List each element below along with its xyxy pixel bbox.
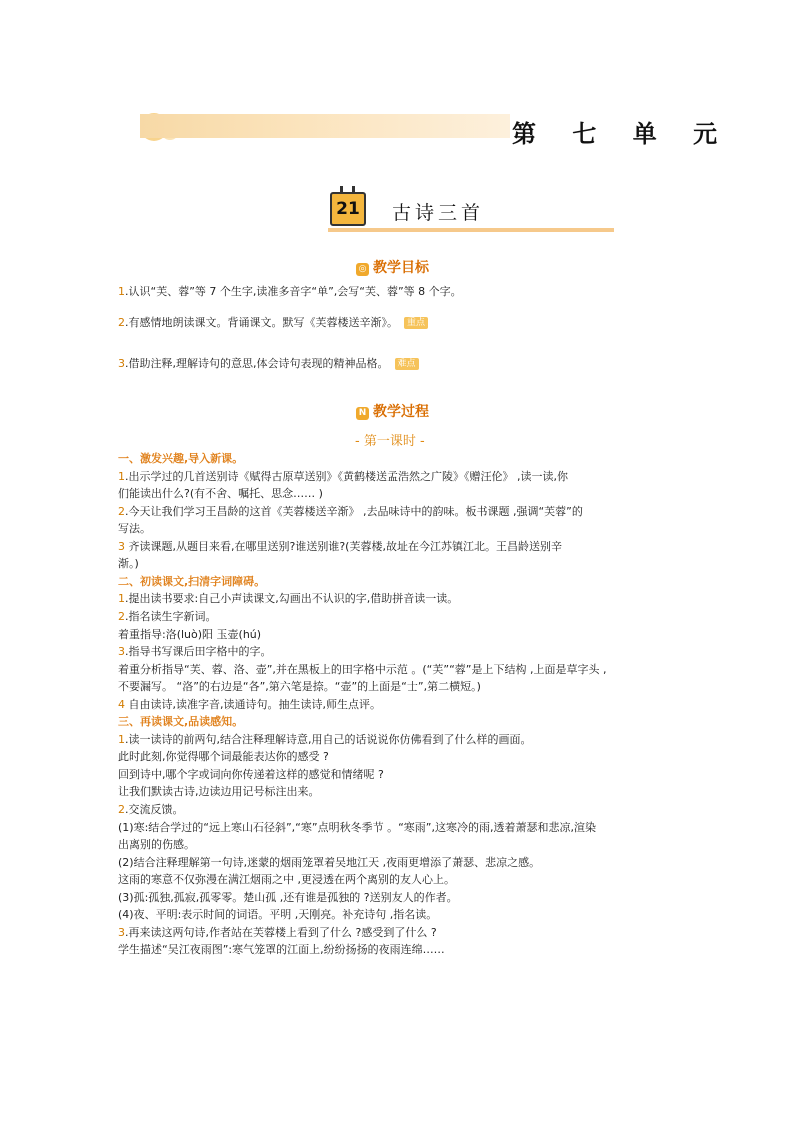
process-icon: N xyxy=(356,407,369,420)
line-text: .再来读这两句诗,作者站在芙蓉楼上看到了什么 ?感受到了什么 ? xyxy=(125,925,437,939)
line-text: (1)寒:结合学过的“远上寒山石径斜”,“寒”点明秋冬季节 。“寒雨”,这寒冷的雨,透着萧瑟和悲凉,渲染 xyxy=(118,820,596,834)
line-text: .提出读书要求:自己小声读课文,勾画出不认识的字,借助拼音读一读。 xyxy=(125,592,459,606)
process-line xyxy=(118,522,151,536)
line-text: 回到诗中,哪个字或词向你传递着这样的感觉和情绪呢 ? xyxy=(118,767,384,781)
process-line xyxy=(118,926,437,940)
line-text: 出离别的伤感。 xyxy=(118,838,195,852)
line-text: .出示学过的几首送别诗《赋得古原草送别》《黄鹤楼送孟浩然之广陵》《赠汪伦》 ,读一读,你 xyxy=(125,469,568,483)
goal-item: 3.借助注释,理解诗句的意思,体会诗句表现的精神品格。 难点 xyxy=(118,357,419,371)
process-line xyxy=(118,698,381,712)
line-number: 1 xyxy=(118,732,125,746)
process-line xyxy=(118,610,217,624)
line-text: 渐。) xyxy=(118,557,139,571)
difficulty-badge: 难点 xyxy=(395,358,419,370)
lesson-title: 古诗三首 xyxy=(392,202,485,224)
line-text: 一、激发兴趣,导入新课。 xyxy=(118,452,244,465)
process-line xyxy=(118,505,583,519)
line-text: 写法。 xyxy=(118,522,151,536)
target-icon: ◎ xyxy=(356,263,369,276)
line-text: 这雨的寒意不仅弥漫在满江烟雨之中 ,更浸透在两个离别的友人心上。 xyxy=(118,873,455,887)
line-number: 2 xyxy=(118,803,125,816)
line-text: .今天让我们学习王昌龄的这首《芙蓉楼送辛渐》 ,去品味诗中的韵味。板书课题 ,强调“芙蓉”的 xyxy=(125,504,583,518)
line-text: 不要漏写。 “洛”的右边是“各”,第六笔是捺。“壶”的上面是“士”,第二横短。) xyxy=(118,680,481,694)
process-line xyxy=(118,750,329,764)
process-heading: N 教学过程 xyxy=(356,401,429,421)
process-line xyxy=(118,628,261,642)
process-line xyxy=(118,821,596,835)
process-line xyxy=(118,487,323,501)
line-text: 自由读诗,读准字音,读通诗句。抽生读诗,师生点评。 xyxy=(125,697,381,711)
process-line xyxy=(118,540,562,554)
line-number: 3 xyxy=(118,645,125,659)
line-number: 1 xyxy=(118,469,125,483)
process-line xyxy=(118,592,458,606)
goals-heading: ◎ 教学目标 xyxy=(356,257,429,277)
section-subheading xyxy=(118,575,265,589)
line-number: 2 xyxy=(118,504,125,518)
process-line xyxy=(118,557,139,571)
lesson-title-underline xyxy=(328,228,614,232)
process-line xyxy=(118,838,195,852)
section-subheading xyxy=(118,715,243,729)
process-line xyxy=(118,733,532,747)
line-text: (3)孤:孤独,孤寂,孤零零。楚山孤 ,还有谁是孤独的 ?送别友人的作者。 xyxy=(118,890,458,904)
line-text: 着重分析指导“芙、蓉、洛、壶”,并在黑板上的田字格中示范 。(“芙”“蓉”是上下结构 ,上面是草字头 , xyxy=(118,662,607,676)
line-text: .交流反馈。 xyxy=(125,803,184,816)
process-line xyxy=(118,856,540,870)
goal-item: 1.认识“芙、蓉”等 7 个生字,读准多音字“单”,会写“芙、蓉”等 8 个字。 xyxy=(118,285,462,298)
line-text: 三、再读课文,品读感知。 xyxy=(118,715,244,729)
process-line xyxy=(118,768,384,782)
line-number: 3 xyxy=(118,925,125,939)
goal-item: 2.有感情地朗读课文。背诵课文。默写《芙蓉楼送辛渐》。 重点 xyxy=(118,316,428,330)
period-label: - 第一课时 - xyxy=(355,434,425,449)
process-line xyxy=(118,663,606,677)
lesson-number: 21 xyxy=(330,192,366,226)
key-point-badge: 重点 xyxy=(404,317,428,329)
line-text: .指导书写课后田字格中的字。 xyxy=(125,645,272,659)
line-text: 们能读出什么?(有不舍、嘱托、思念…… ) xyxy=(118,487,323,501)
section-subheading xyxy=(118,452,243,466)
process-line xyxy=(118,680,481,694)
line-text: 此时此刻,你觉得哪个词最能表达你的感受 ? xyxy=(118,750,329,764)
process-line xyxy=(118,470,568,484)
line-text: (2)结合注释理解第一句诗,迷蒙的烟雨笼罩着吴地江天 ,夜雨更增添了萧瑟、悲凉之感。 xyxy=(118,855,541,869)
line-text: .指名读生字新词。 xyxy=(125,609,217,623)
line-number: 3 xyxy=(118,539,125,553)
process-line xyxy=(118,785,320,799)
line-number: 1 xyxy=(118,592,125,606)
line-text: 着重指导:洛(luò)阳 玉壶(hú) xyxy=(118,627,262,641)
unit-title: 第 七 单 元 xyxy=(512,120,732,148)
process-line xyxy=(118,943,445,957)
unit-title-bar xyxy=(140,114,510,138)
process-line xyxy=(118,908,437,922)
line-text: (4)夜、平明:表示时间的词语。平明 ,天刚亮。补充诗句 ,指名读。 xyxy=(118,908,438,922)
process-line xyxy=(118,891,458,905)
line-text: 让我们默读古诗,边读边用记号标注出来。 xyxy=(118,785,320,799)
process-line xyxy=(118,803,184,817)
line-text: 学生描述“吴江夜雨图”:寒气笼罩的江面上,纷纷扬扬的夜雨连绵…… xyxy=(118,943,445,957)
line-number: 2 xyxy=(118,609,125,623)
line-text: 二、初读课文,扫清字词障碍。 xyxy=(118,574,266,588)
line-text: 齐读课题,从题目来看,在哪里送别?谁送别谁?(芙蓉楼,故址在今江苏镇江北。王昌龄送别辛 xyxy=(125,539,562,553)
process-line xyxy=(118,873,455,887)
line-number: 4 xyxy=(118,697,125,711)
line-text: .读一读诗的前两句,结合注释理解诗意,用自己的话说说你仿佛看到了什么样的画面。 xyxy=(125,732,532,746)
process-line xyxy=(118,645,272,659)
